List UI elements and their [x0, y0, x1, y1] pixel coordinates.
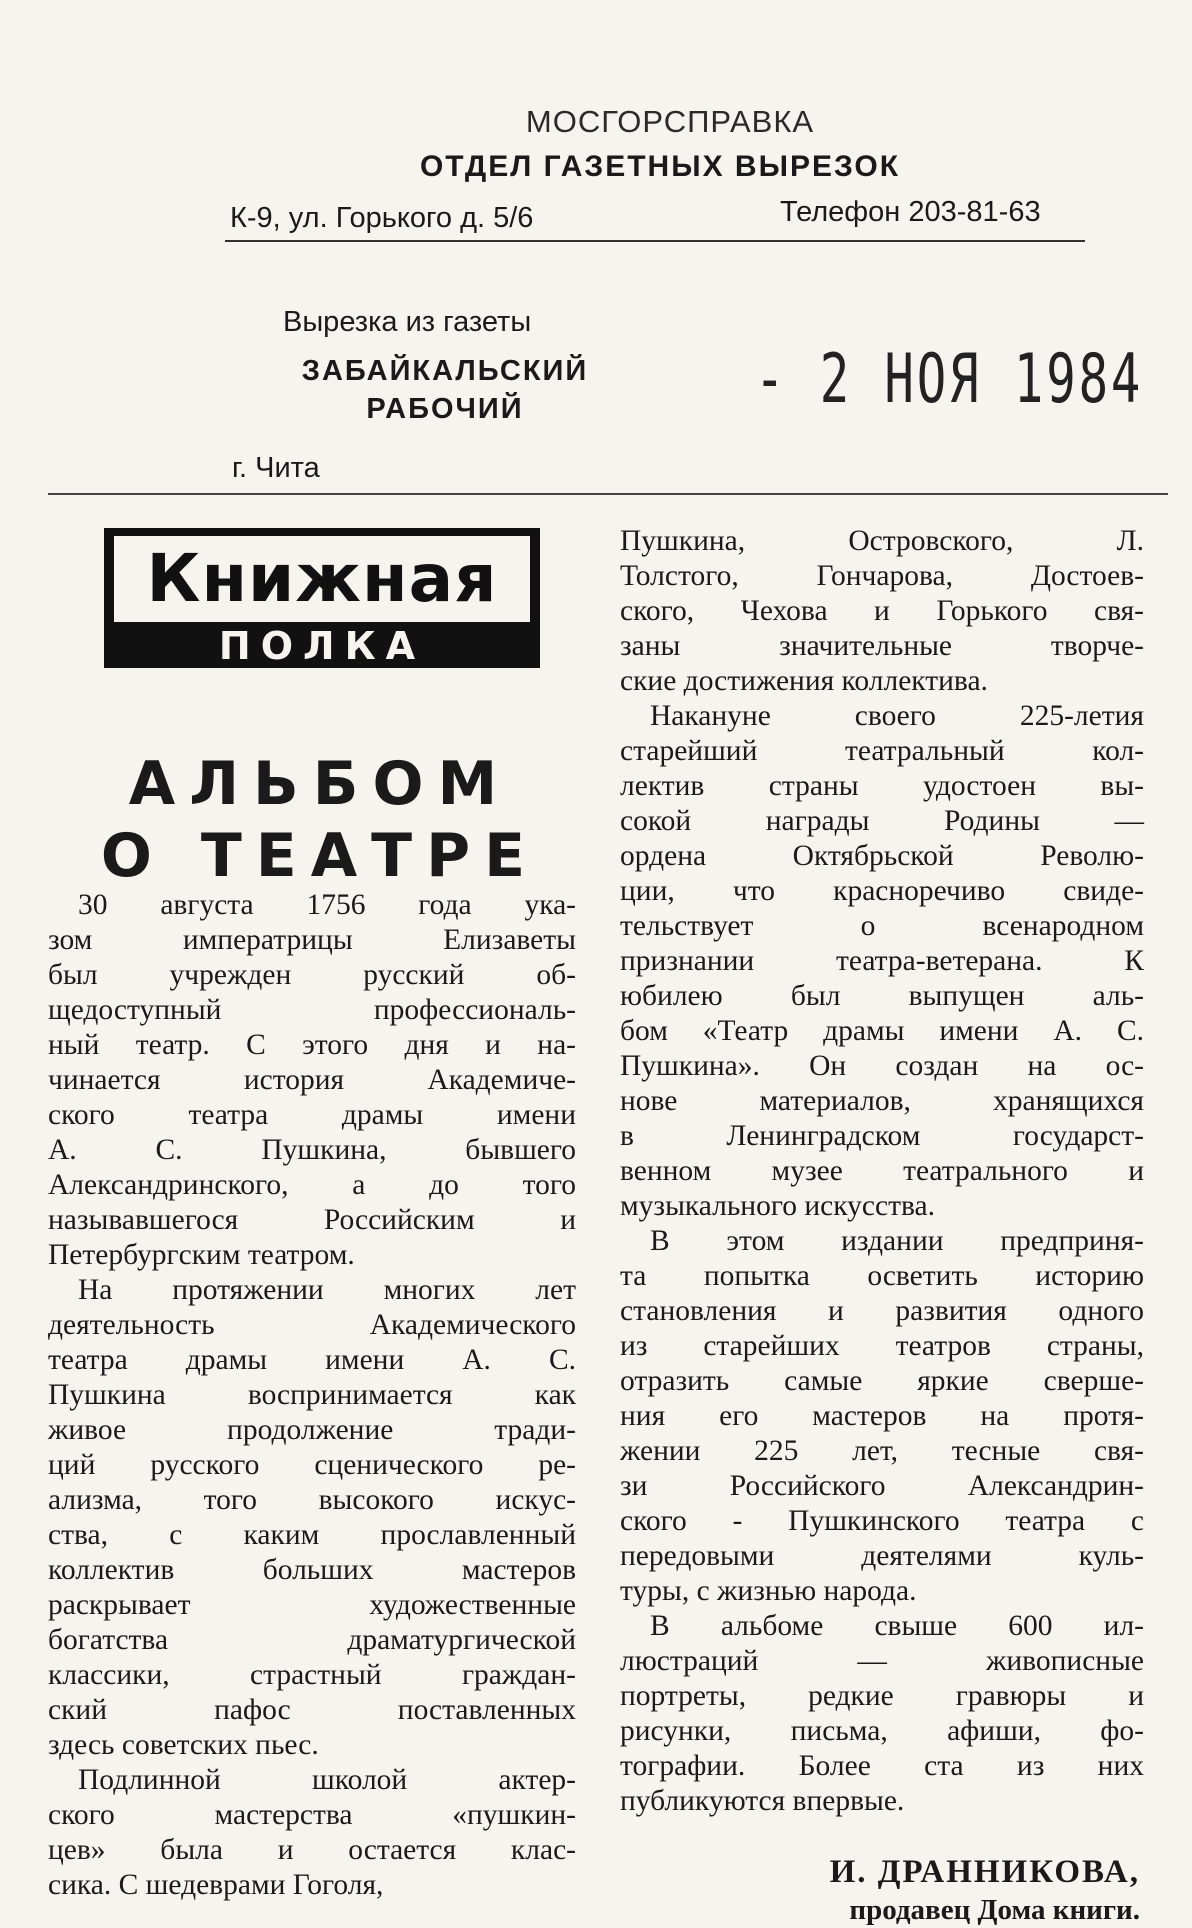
text-line: 30 августа 1756 года ука- [78, 889, 576, 921]
text-line: заны значительные творче- [620, 630, 1144, 662]
text-line: богатства драматургической [48, 1624, 576, 1656]
text-line: сокой награды Родины — [620, 805, 1144, 837]
text-line: Пушкина». Он создан на ос- [620, 1050, 1144, 1082]
text-line: бом «Театр драмы имени А. С. [620, 1015, 1144, 1047]
text-line: ские достижения коллектива. [620, 665, 988, 697]
text-line: здесь советских пьес. [48, 1729, 319, 1761]
text-line: классики, страстный граждан- [48, 1659, 576, 1691]
article-column-left [48, 888, 576, 1903]
text-line: ций русского сценического ре- [48, 1449, 576, 1481]
text-line: называвшегося Российским и [48, 1204, 576, 1236]
department-name: ОТДЕЛ ГАЗЕТНЫХ ВЫРЕЗОК [419, 150, 901, 183]
text-line: рисунки, письма, афиши, фо- [620, 1715, 1144, 1747]
text-line: театра драмы имени А. С. [48, 1344, 576, 1376]
text-line: зом императрицы Елизаветы [48, 924, 576, 956]
headline-line-2: О ТЕАТРЕ [100, 821, 540, 891]
text-line: На протяжении многих лет [78, 1274, 576, 1306]
rubric-top-text: Книжная [146, 540, 498, 617]
clipping-label: Вырезка из газеты [283, 306, 532, 338]
text-line: ства, с каким прославленный [48, 1519, 576, 1551]
date-stamp: - 2 НОЯ 1984 [755, 340, 1144, 419]
text-line: отразить самые яркие сверше- [620, 1365, 1144, 1397]
text-line: портреты, редкие гравюры и [620, 1680, 1144, 1712]
text-line: цев» была и остается клас- [48, 1834, 576, 1866]
text-line: ский пафос поставленных [48, 1694, 576, 1726]
text-line: Александринского, а до того [48, 1169, 576, 1201]
bureau-phone: Телефон 203-81-63 [780, 196, 1041, 228]
text-line: Накануне своего 225-летия [650, 700, 1144, 732]
text-line: ордена Октябрьской Револю- [620, 840, 1144, 872]
bureau-address: К-9, ул. Горького д. 5/6 [230, 202, 534, 234]
text-line: ского, Чехова и Горького свя- [620, 595, 1144, 627]
article-headline [80, 748, 560, 892]
text-line: признании театра-ветерана. К [620, 945, 1144, 977]
address-underline [225, 240, 1085, 242]
text-line: коллектив больших мастеров [48, 1554, 576, 1586]
text-line: ского - Пушкинского театра с [620, 1505, 1144, 1537]
text-line: щедоступный профессиональ- [48, 994, 576, 1026]
text-line: В альбоме свыше 600 ил- [650, 1610, 1144, 1642]
text-line: деятельность Академического [48, 1309, 576, 1341]
author-name: И. ДРАННИКОВА, [829, 1854, 1140, 1890]
text-line: старейший театральный кол- [620, 735, 1144, 767]
text-line: ции, что красноречиво свиде- [620, 875, 1144, 907]
rubric-bottom [104, 624, 540, 668]
text-line: был учрежден русский об- [48, 959, 576, 991]
text-line: передовыми деятелями куль- [620, 1540, 1144, 1572]
text-line: Пушкина, Островского, Л. [620, 525, 1144, 557]
rubric-bottom-text: ПОЛКА [218, 624, 426, 668]
text-line: ализма, того высокого искус- [48, 1484, 576, 1516]
text-line: лектив страны удостоен вы- [620, 770, 1144, 802]
text-line: Толстого, Гончарова, Достоев- [620, 560, 1144, 592]
text-line: Петербургским театром. [48, 1239, 355, 1271]
text-line: Подлинной школой актер- [78, 1764, 576, 1796]
text-line: зи Российского Александрин- [620, 1470, 1144, 1502]
text-line: раскрывает художественные [48, 1589, 576, 1621]
text-line: ского театра драмы имени [48, 1099, 576, 1131]
headline-line-1: АЛЬБОМ [128, 749, 512, 819]
text-line: туры, с жизнью народа. [620, 1575, 917, 1607]
text-line: становления и развития одного [620, 1295, 1144, 1327]
author-role: продавец Дома книги. [849, 1894, 1140, 1926]
text-line: тографии. Более ста из них [620, 1750, 1144, 1782]
text-line: ния его мастеров на протя- [620, 1400, 1144, 1432]
rubric-block [104, 528, 540, 668]
text-line: ный театр. С этого дня и на- [48, 1029, 576, 1061]
text-line: юбилею был выпущен аль- [620, 980, 1144, 1012]
text-line: тельствует о всенародном [620, 910, 1144, 942]
text-line: жении 225 лет, тесные свя- [620, 1435, 1144, 1467]
text-line: А. С. Пушкина, бывшего [48, 1134, 576, 1166]
text-line: нове материалов, хранящихся [620, 1085, 1144, 1117]
text-line: В этом издании предприня- [650, 1225, 1144, 1257]
text-line: сика. С шедеврами Гоголя, [48, 1869, 384, 1901]
text-line: ского мастерства «пушкин- [48, 1799, 576, 1831]
text-line: в Ленинградском государст- [620, 1120, 1144, 1152]
header-divider [48, 493, 1168, 495]
text-line: та попытка осветить историю [620, 1260, 1144, 1292]
rubric-top [114, 536, 530, 622]
text-line: публикуются впервые. [620, 1785, 905, 1817]
bureau-name: МОСГОРСПРАВКА [525, 104, 815, 139]
article-column-right [620, 524, 1144, 1819]
text-line: живое продолжение тради- [48, 1414, 576, 1446]
text-line: чинается история Академиче- [48, 1064, 576, 1096]
text-line: люстраций — живописные [620, 1645, 1144, 1677]
newspaper-name: ЗАБАЙКАЛЬСКИЙ РАБОЧИЙ [301, 355, 589, 425]
city-label: г. Чита [232, 452, 320, 484]
text-line: венном музее театрального и [620, 1155, 1144, 1187]
text-line: музыкального искусства. [620, 1190, 935, 1222]
text-line: Пушкина воспринимается как [48, 1379, 576, 1411]
text-line: из старейших театров страны, [620, 1330, 1144, 1362]
